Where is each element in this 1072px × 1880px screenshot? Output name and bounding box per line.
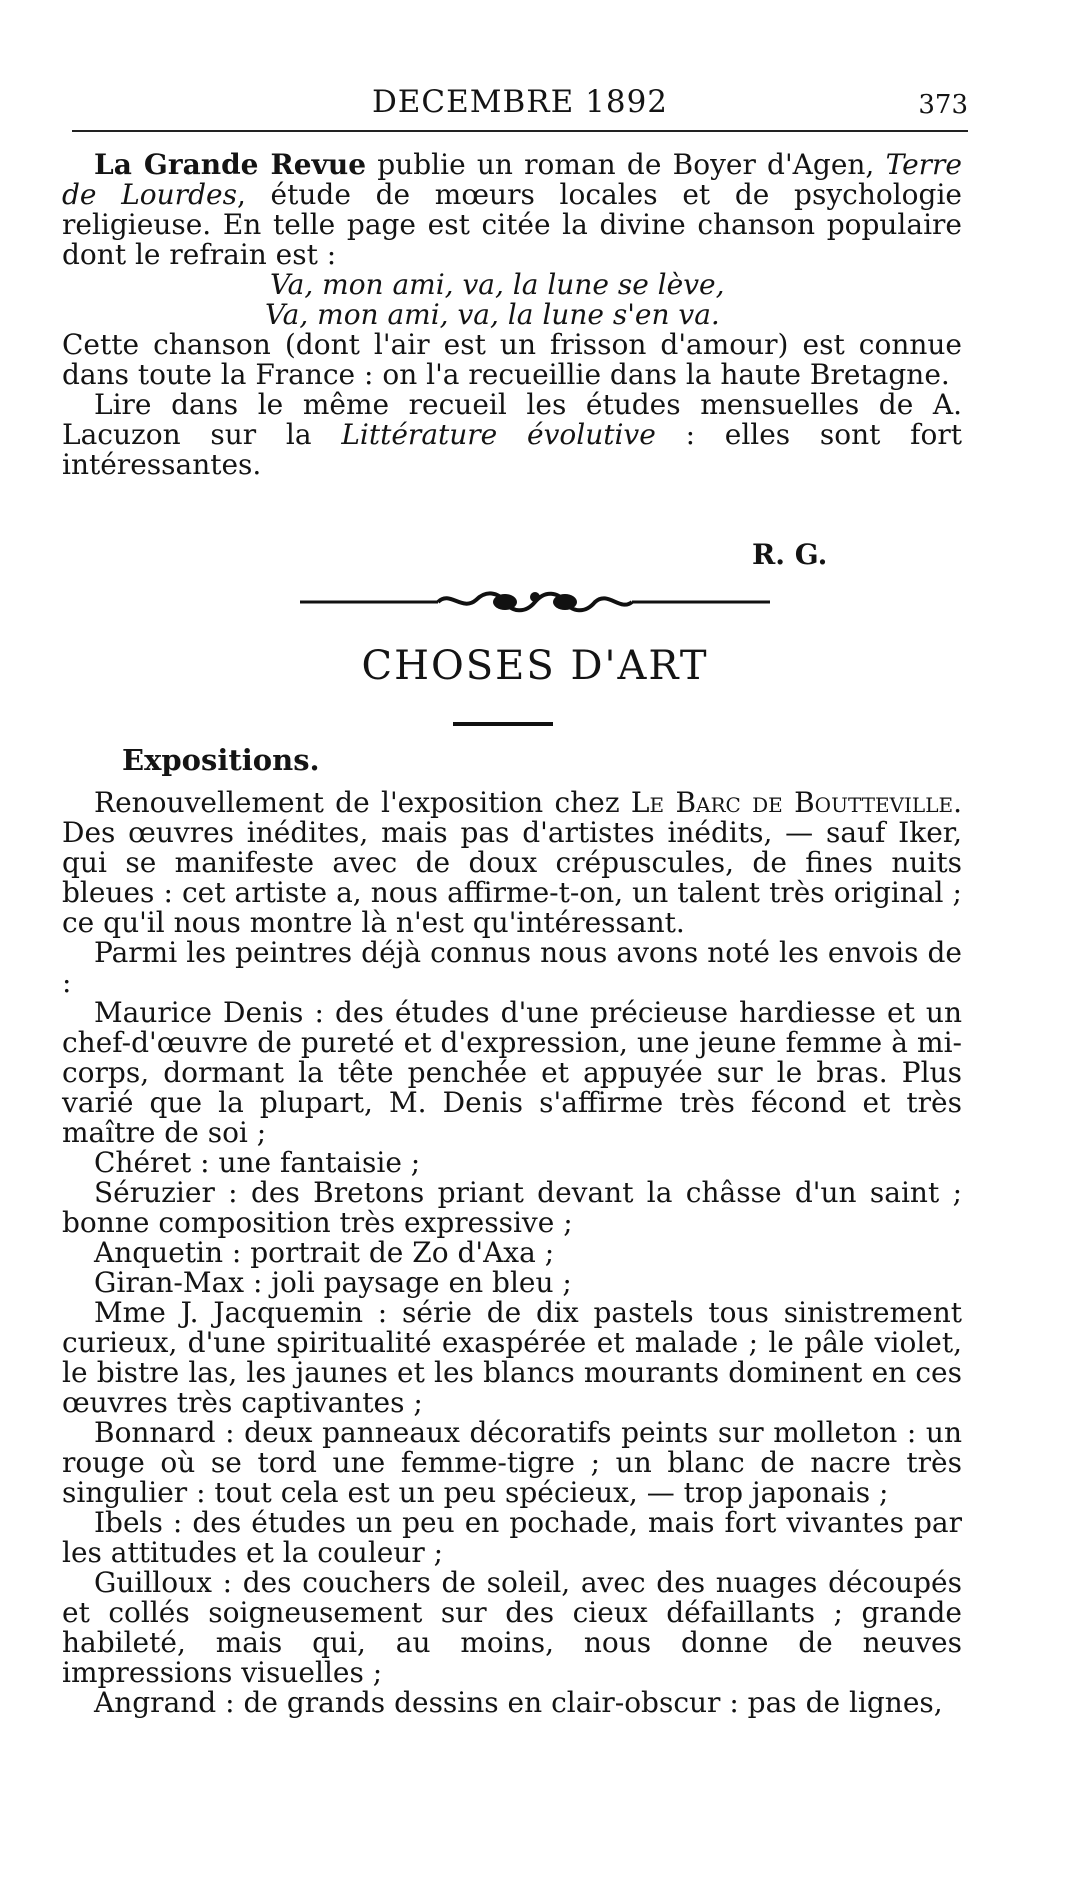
- ornament-divider: [300, 582, 770, 622]
- verse-line-2: Va, mon ami, va, la lune s'en va.: [265, 298, 720, 331]
- study-title: Littérature évolutive: [341, 418, 656, 451]
- section-subtitle: Expositions.: [122, 743, 320, 777]
- section-title: CHOSES D'ART: [361, 643, 709, 689]
- artist-entry-angrand: Angrand : de grands dessins en clair-obscur : pas de lignes,: [94, 1686, 943, 1719]
- artist-entry-giran-max: Giran-Max : joli paysage en bleu ;: [94, 1266, 572, 1299]
- artist-entry-seruzier: Séruzier : des Bretons priant devant la châsse d'un saint ; bonne composition très expressive ;: [62, 1176, 962, 1239]
- artist-entry-bonnard: Bonnard : deux panneaux décoratifs peints sur molleton : un rouge où se tord une femme-tigre ; un blanc de nacre très singulier : tout cela est un peu spécieux, — trop japonais ;: [62, 1416, 962, 1509]
- revue-paragraph-2: Cette chanson (dont l'air est un frisson d'amour) est connue dans toute la France : on l'a recueillie dans la haute Bretagne.: [62, 328, 962, 391]
- artist-entry-ibels: Ibels : des études un peu en pochade, mais fort vivantes par les attitudes et la couleur ;: [62, 1506, 962, 1569]
- revue-text-a: publie un roman de Boyer d'Agen,: [366, 148, 886, 181]
- verse-line-1: Va, mon ami, va, la lune se lève,: [270, 268, 725, 301]
- expo-text-b: . Des œuvres inédites, mais pas d'artistes inédits, — sauf Iker, qui se manifeste avec de doux crépuscules, de fines nuits bleues : cet artiste a, nous affirme-t-on, un talent très original ; ce qu'il nous montre là n'est qu'intéressant.: [62, 786, 963, 939]
- artist-entry-guilloux: Guilloux : des couchers de soleil, avec des nuages découpés et collés soigneusement sur des cieux défaillants ; grande habileté, mais qui, au moins, nous donne de neuves impressions visuelles ;: [62, 1566, 962, 1689]
- revue-p3-text-a: Lire dans le même recueil les études mensuelles de A. Lacuzon sur la: [62, 388, 962, 451]
- header-title: DECEMBRE 1892: [371, 84, 669, 120]
- gallery-name: Le Barc de Boutteville: [630, 786, 954, 819]
- artist-entry-anquetin: Anquetin : portrait de Zo d'Axa ;: [94, 1236, 555, 1269]
- artist-entry-jacquemin: Mme J. Jacquemin : série de dix pastels tous sinistrement curieux, d'une spiritualité exaspérée et malade ; le pâle violet, le bistre las, les jaunes et les blancs mourants dominent en ces œuvres très captivantes ;: [62, 1296, 962, 1419]
- book-title: Terre de Lourdes: [62, 148, 962, 211]
- section-rule: [453, 722, 553, 726]
- revue-section: [62, 150, 962, 480]
- expo-section: [62, 788, 962, 1718]
- artist-entry-cheret: Chéret : une fantaisie ;: [94, 1146, 421, 1179]
- revue-paragraph-3: [62, 390, 962, 480]
- signature: R. G.: [752, 538, 828, 571]
- running-header: [72, 80, 968, 132]
- page-number: 373: [918, 90, 968, 120]
- revue-p3-text-b: : elles sont fort intéressantes.: [62, 418, 963, 481]
- revue-text-b: , étude de mœurs locales et de psychologie religieuse. En telle page est citée la divine chanson populaire dont le refrain est :: [62, 178, 962, 271]
- expo-paragraph-1: [62, 788, 962, 938]
- revue-name: La Grande Revue: [94, 148, 367, 181]
- revue-paragraph-1: [62, 150, 962, 270]
- expo-text-a: Renouvellement de l'exposition chez: [94, 786, 631, 819]
- expo-paragraph-2: Parmi les peintres déjà connus nous avons noté les envois de :: [62, 936, 962, 999]
- artist-entry-maurice-denis: Maurice Denis : des études d'une précieuse hardiesse et un chef-d'œuvre de pureté et d'expression, une jeune femme à mi-corps, dormant la tête penchée et appuyée sur le bras. Plus varié que la plupart, M. Denis s'affirme très fécond et très maître de soi ;: [62, 996, 962, 1149]
